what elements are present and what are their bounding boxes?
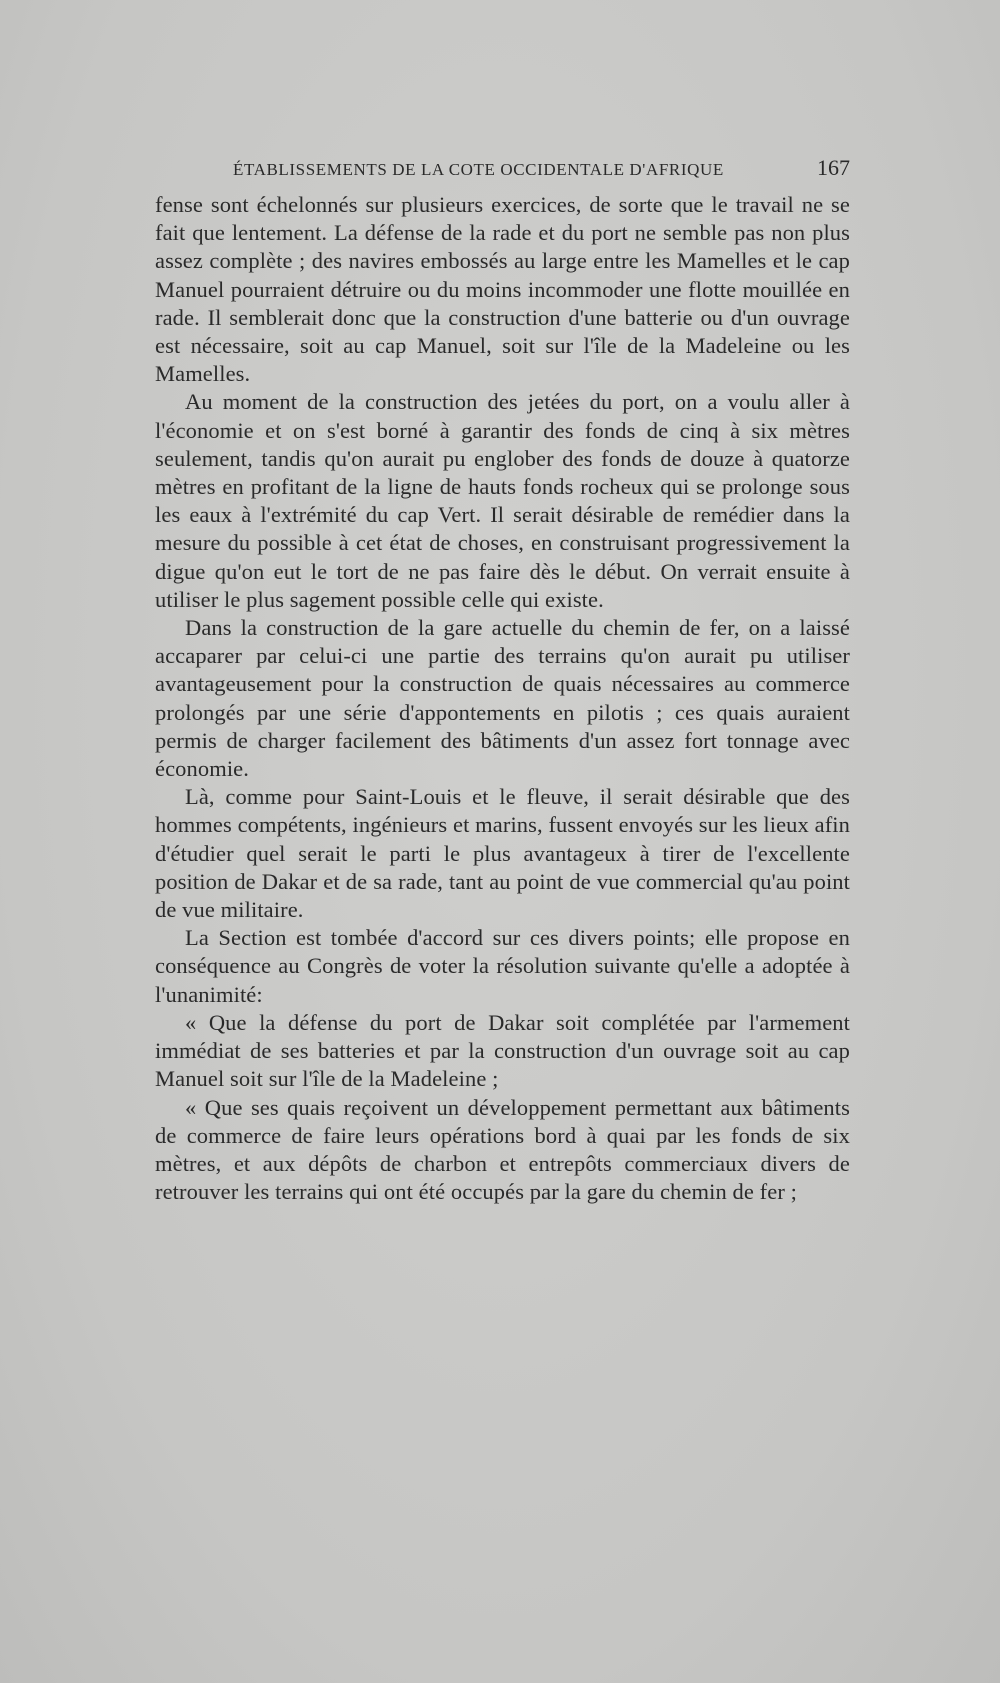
paragraph: La Section est tombée d'accord sur ces divers points; elle propose en conséquence au Congrès de voter la résolution suivante qu'elle a adoptée à l'unanimité: [155, 925, 850, 1007]
page-number: 167 [817, 155, 850, 180]
body-text [155, 191, 850, 1206]
paragraph-continuation: fense sont échelonnés sur plusieurs exercices, de sorte que le travail ne se fait que lentement. La défense de la rade et du port ne semble pas non plus assez complète ; des navires embossés au large entre les Mamelles et le cap Manuel pourraient détruire ou du moins incommoder une flotte mouillée en rade. Il semblerait donc que la construction d'une batterie ou d'un ouvrage est nécessaire, soit au cap Manuel, soit sur l'île de la Madeleine ou les Mamelles. [155, 192, 850, 387]
resolution-item: « Que la défense du port de Dakar soit complétée par l'armement immédiat de ses batteries et par la construction d'un ouvrage soit au cap Manuel soit sur l'île de la Madeleine ; [155, 1009, 850, 1092]
paragraph: Dans la construction de la gare actuelle du chemin de fer, on a laissé accaparer par celui-ci une partie des terrains qu'on aurait pu utiliser avantageusement pour la construction de quais nécessaires au commerce prolongés par une série d'appontements en pilotis ; ces quais auraient permis de charger facilement des bâtiments d'un assez fort tonnage avec économie. [155, 615, 850, 782]
paragraph: Là, comme pour Saint-Louis et le fleuve, il serait désirable que des hommes compétents, ingénieurs et marins, fussent envoyés sur les lieux afin d'étudier quel serait le parti le plus avantageux à tirer de l'excellente position de Dakar et de sa rade, tant au point de vue commercial qu'au point de vue militaire. [155, 784, 850, 923]
book-page [155, 155, 850, 1206]
running-title: ÉTABLISSEMENTS DE LA COTE OCCIDENTALE D'AFRIQUE [233, 160, 724, 179]
running-head [233, 155, 850, 191]
resolution-item: « Que ses quais reçoivent un développement permettant aux bâtiments de commerce de faire leurs opérations bord à quai par les fonds de six mètres, et aux dépôts de charbon et entrepôts commerciaux divers de retrouver les terrains qui ont été occupés par la gare du chemin de fer ; [155, 1094, 850, 1205]
paragraph: Au moment de la construction des jetées du port, on a voulu aller à l'économie et on s'est borné à garantir des fonds de cinq à six mètres seulement, tandis qu'on aurait pu englober des fonds de douze à quatorze mètres en profitant de la ligne de hauts fonds rocheux qui se prolonge sous les eaux à l'extrémité du cap Vert. Il serait désirable de remédier dans la mesure du possible à cet état de choses, en construisant progressivement la digue qu'on eut le tort de ne pas faire dès le début. On verrait ensuite à utiliser le plus sagement possible celle qui existe. [155, 389, 850, 612]
